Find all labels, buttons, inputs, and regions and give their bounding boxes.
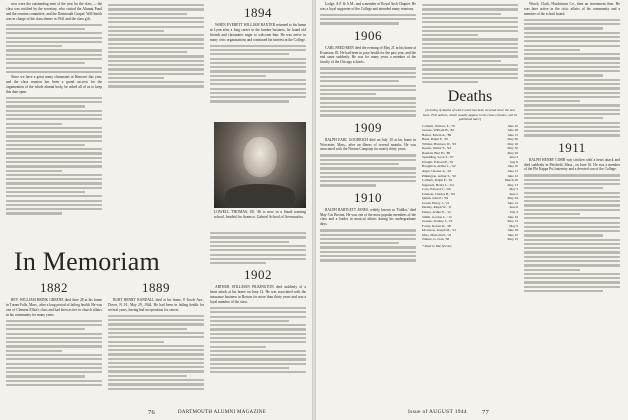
death-entry-name: Coss, Edward C., '06 <box>422 187 451 192</box>
issue-date: Issue of AUGUST 1944 <box>408 409 467 415</box>
death-entry-date: May 3 <box>509 187 518 192</box>
class-year-heading: 1882 <box>40 281 68 295</box>
death-entry-name: Baxter, Edwin A., '89 <box>422 132 452 137</box>
death-entry-date: May 30 <box>507 146 518 151</box>
death-entry-date: June 18 <box>507 228 518 233</box>
death-entry-date: May 9 <box>509 223 518 228</box>
page-number: 77 <box>482 409 490 416</box>
death-entry-name: Walker, G. Ivan, '38 <box>422 237 450 242</box>
right-column-3 <box>524 2 620 406</box>
death-entry-name: Foster, Robert K., '20 <box>422 223 452 228</box>
death-entry-date: May 25 <box>507 237 518 242</box>
left-page <box>0 0 312 420</box>
obituary-paragraph: ARTHUR STILLMAN PILKINGTON died suddenly of a heart attack at his home on June 12. He was associated with the insurance business in Boston for more than thirty years and was a loyal member of the class. <box>210 285 306 304</box>
death-entry-date: May 24 <box>507 196 518 201</box>
left-column-2-top <box>108 2 204 122</box>
body-paragraph: now were the outstanding men of the year for the class — the class was notified by the secretary, who visited the Alumni Fund and the reunion committee, and the Dartmouth Gospel. Will Smith was in charge of the class dinner in 1941 and the class gift. <box>6 2 102 21</box>
publication-name: DARTMOUTH ALUMNI MAGAZINE <box>178 410 267 415</box>
right-page <box>316 0 628 420</box>
death-entry-name: Spaulding, Leon T., '97 <box>422 155 454 160</box>
death-entry-date: June 14 <box>507 200 518 205</box>
death-entry-name: Randall, Burt H., '89 <box>422 150 451 155</box>
death-entry-name: Quinn, John E., '09 <box>422 196 449 201</box>
death-entry <box>422 237 518 242</box>
death-entry-name: Ingersoll, Henry L., '04 <box>422 182 454 187</box>
right-column-1 <box>320 2 416 406</box>
obituary-paragraph: RALPH HENRY COBB was stricken with a heart attack and died suddenly in Pittsfield, Mass., on June 16. He was a member of the Phi Kappa Psi fraternity and a devoted son of the College. <box>524 157 620 172</box>
left-column-3-bottom <box>210 230 306 405</box>
photo-caption: LOWELL THOMAS, JR. '46 is now in a Saudi training school, headed for Aramco. Gabriel School of Aeronautics. <box>214 210 306 219</box>
death-entry-date: May 29 <box>507 137 518 142</box>
death-entry-name: Pilkington, Arthur S., '02 <box>422 173 456 178</box>
death-entry-date: June 19 <box>507 214 518 219</box>
death-entry-date: June 22 <box>507 232 518 237</box>
death-entry-name: Keefer, Walter S., '94 <box>422 146 451 151</box>
death-entry-date: May 29 <box>507 150 518 155</box>
deaths-footnote: * Died in War Service <box>422 243 452 248</box>
death-entry-name: Greene, Stanley J., '16 <box>422 219 453 224</box>
death-entry-date: June 15 <box>507 132 518 137</box>
body-paragraph: Lodge, A.F. & A.M., and a member of Royal Arch Chapter. He was a loyal supporter of the College and attended many reunions. <box>320 2 416 11</box>
obituary-paragraph: BURT HENRY RANDALL died at his home, 8 Towle Ave., Dover, N. H., May 29, 1944. He had been in failing health for several years, having had an operation for cancer. <box>108 298 204 312</box>
right-column-2 <box>422 2 518 406</box>
death-entry-date: July 6 <box>509 159 518 164</box>
deaths-intro: [A listing of deaths of which word has been received since the last issue. Full notices, which usually appear in the class columns, will be published later.] <box>422 108 518 122</box>
class-year-heading: 1911 <box>558 139 586 155</box>
obituary-paragraph: CARL FRED REIN died the evening of May 21 in his home at Evanston, Ill. He had been in poor health for the past year, and the end came suddenly. He was for many years a member of the faculty of the Chicago schools. <box>320 45 416 65</box>
death-entry-date: June 2 <box>509 191 518 196</box>
left-column-3-top <box>210 2 306 120</box>
body-paragraph: Since we have a great many classmates at Hanover this year, and the class reunion has been a grand success for the organization of the whole alumni body, he asked all of us to keep this date open. <box>6 75 102 94</box>
death-entry-date: June 16 <box>507 123 518 128</box>
deaths-list <box>422 124 518 242</box>
death-entry-name: Smith, Gordon L., '14 <box>422 214 452 219</box>
death-entry-date: May 10 <box>507 141 518 146</box>
obituary-paragraph: RALPH BARTLETT JONES, widely known as 'Fiddler,' died May 3 in Boston. He was one of the most popular members of the class and a leader in musical affairs during his undergraduate days. <box>320 207 416 227</box>
death-entry-date: June 13 <box>507 169 518 174</box>
obituary-paragraph: WHEN EVERETT WILLIAM BAXTER returned to his home in Lynn after a long career in the lumber business, he found old friends and classmates eager to welcome him. He was active in many civic organizations and continued his interest in the College. <box>210 23 306 42</box>
death-entry-name: Parker, Arthur E., '12 <box>422 209 451 214</box>
page-number: 76 <box>148 409 156 416</box>
class-year-heading: 1909 <box>354 119 382 135</box>
death-entry-name: Colburn, Wallace T., '79 <box>422 123 455 128</box>
death-entry-name: Marr, Malcolm P., '26 <box>422 232 452 237</box>
death-entry-date: July 3 <box>509 209 518 214</box>
class-year-heading: 1902 <box>244 267 272 283</box>
death-entry-name: Colburn, Ralph E., '02 <box>422 178 453 183</box>
obituary-paragraph: RALPH EARL GOODRICH died on July 10 at his home in Worcester, Mass., after an illness of several months. He was associated with the Norton Company for nearly thirty years. <box>320 137 416 152</box>
class-year-heading: 1910 <box>354 189 382 205</box>
death-entry-date: June 10 <box>507 164 518 169</box>
section-heading: In Memoriam <box>14 247 160 276</box>
death-entry-date: May 14 <box>507 219 518 224</box>
death-entry-name: Houghton, Arthur L., '02 <box>422 164 456 169</box>
class-year-heading: 1906 <box>354 27 382 43</box>
left-column-1 <box>6 2 102 238</box>
deaths-heading: Deaths <box>447 88 493 106</box>
death-entry-date: June 12 <box>507 173 518 178</box>
death-entry-name: Dwight, Edward F., '00 <box>422 159 454 164</box>
portrait-photo <box>214 122 306 208</box>
death-entry-date: June 6 <box>509 205 518 210</box>
class-year-heading: 1889 <box>142 281 170 295</box>
obituary-paragraph: REV. WILLIAM BRINK GREENE died June 28 at his home in Turner Falls, Mass., after a long period of failing health. He was one of Clement Elliot's class and had been active in church affairs in his community for many years. <box>6 298 102 317</box>
death-entry-name: Gould, Henry J., '10 <box>422 200 450 205</box>
death-entry-date: March 26 <box>504 178 518 183</box>
death-entry-name: Morrison, Joseph M., '22 <box>422 228 456 233</box>
death-entry-date: May 13 <box>507 182 518 187</box>
death-entry-name: Alger, Chester A., '02 <box>422 169 452 174</box>
class-year-heading: 1894 <box>244 5 272 20</box>
death-entry-name: Johnson, Charles B., '09 <box>422 191 455 196</box>
death-entry-name: Heed, Ralph F., '92 <box>422 137 448 142</box>
death-entry-name: Wilmot, Harrison W., '93 <box>422 141 457 146</box>
body-paragraph: Winch, Clark, Hutchinson Co., then an investment firm. He was later active in the civic affairs of his community and a member of the school board. <box>524 2 620 16</box>
death-entry-name: Greene, William B., '82 <box>422 128 455 133</box>
left-column-2-bottom <box>108 281 204 405</box>
death-entry-name: Dudley, Ralph W., '11 <box>422 205 452 210</box>
death-entry-date: June 4 <box>509 155 518 160</box>
left-column-1-bottom <box>6 281 102 405</box>
death-entry-date: June 28 <box>507 128 518 133</box>
